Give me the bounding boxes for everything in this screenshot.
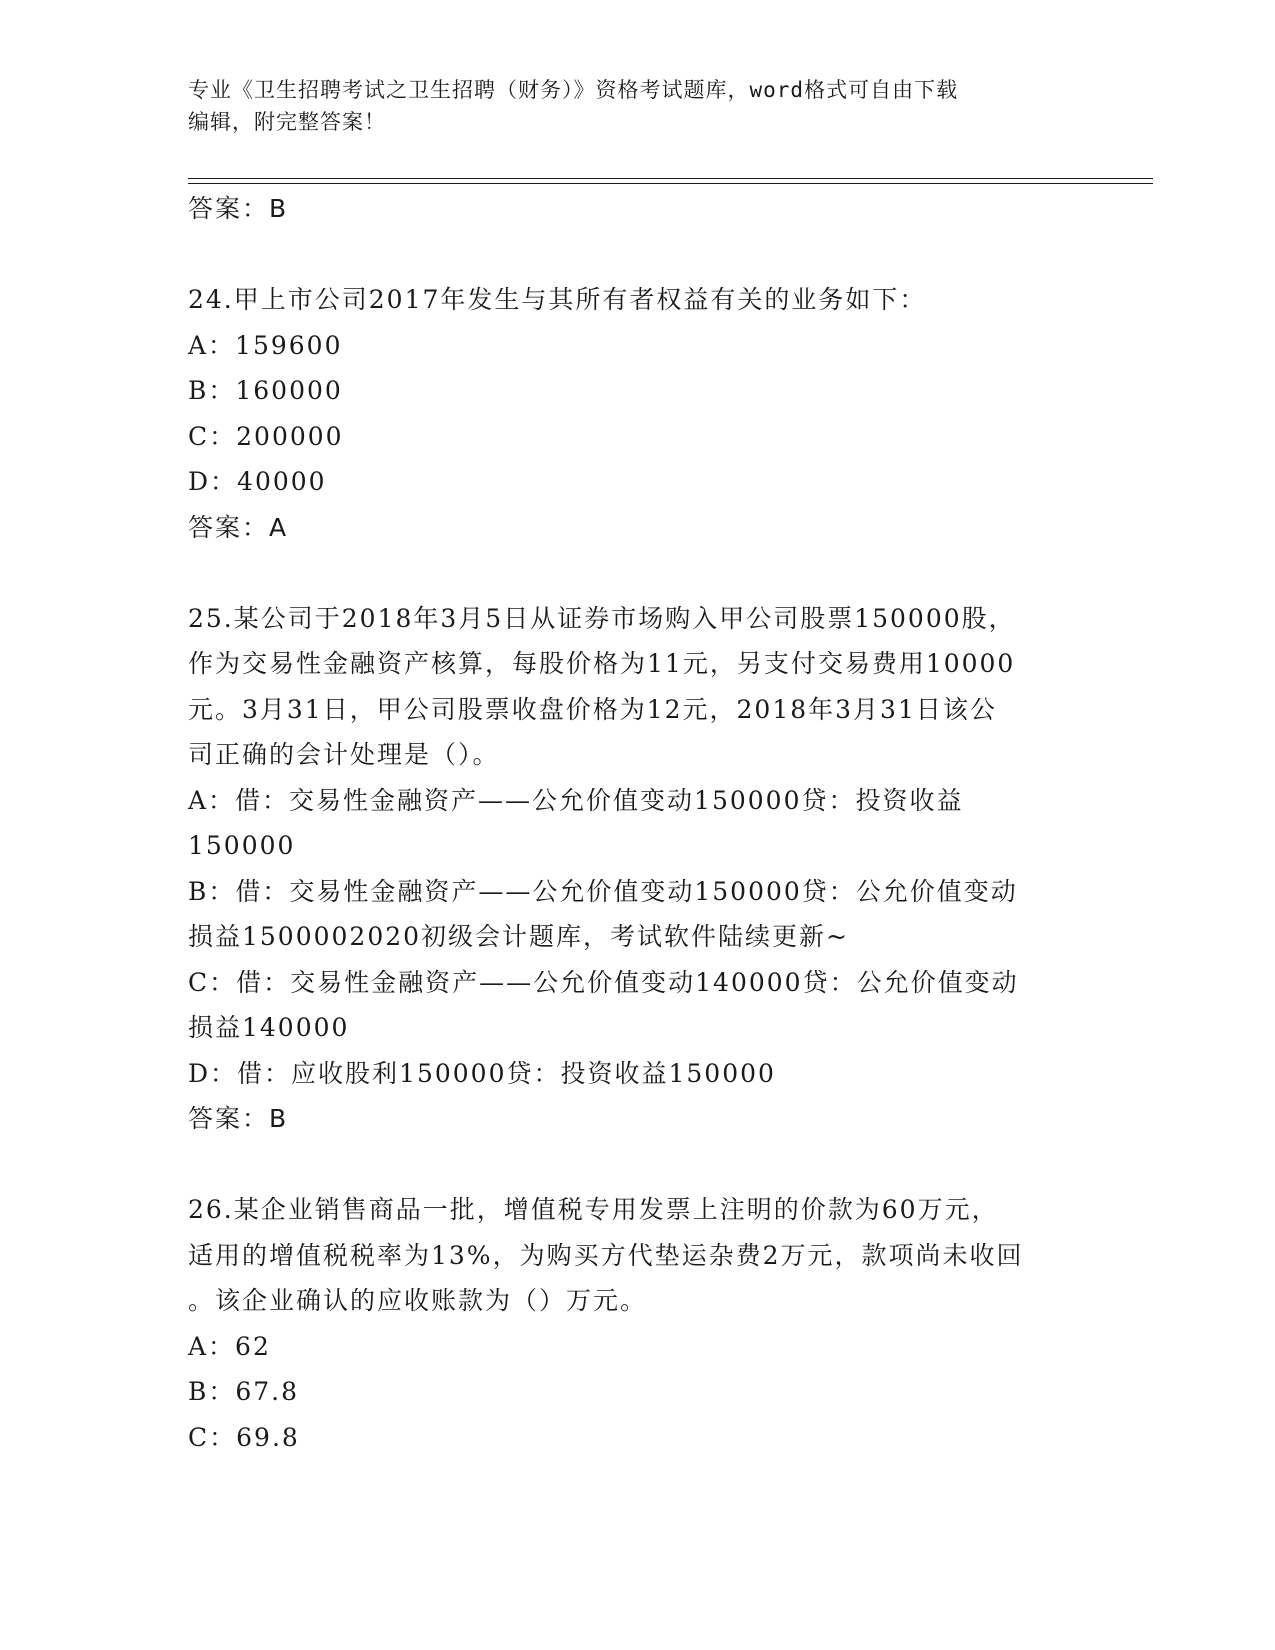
option-a: A：159600 bbox=[188, 330, 343, 360]
option-d: D：40000 bbox=[188, 467, 327, 496]
option-b: B：160000 bbox=[188, 376, 343, 405]
question-stem-line: 元。3月31日，甲公司股票收盘价格为12元，2018年3月31日该公 bbox=[188, 694, 997, 724]
option-a: A：借：交易性金融资产——公允价值变动150000贷：投资收益 bbox=[188, 785, 964, 815]
question-stem-line: 。该企业确认的应收账款为（）万元。 bbox=[188, 1286, 648, 1315]
header-divider bbox=[188, 178, 1153, 179]
question-24 bbox=[188, 277, 1088, 550]
question-stem-line: 司正确的会计处理是（）。 bbox=[188, 740, 500, 769]
question-stem-line: 作为交易性金融资产核算，每股价格为11元，另支付交易费用10000 bbox=[188, 649, 1016, 678]
question-25 bbox=[188, 596, 1088, 1142]
document-body bbox=[188, 186, 1088, 1460]
spacer bbox=[188, 232, 1088, 278]
page-header bbox=[188, 74, 1088, 138]
question-stem-line: 26.某企业销售商品一批，增值税专用发票上注明的价款为60万元， bbox=[188, 1195, 999, 1224]
answer-line: 答案：A bbox=[188, 512, 289, 542]
option-c: C：借：交易性金融资产——公允价值变动140000贷：公允价值变动 bbox=[188, 967, 1019, 997]
option-c: C：69.8 bbox=[188, 1422, 300, 1452]
question-26 bbox=[188, 1187, 1088, 1460]
option-b: B：67.8 bbox=[188, 1377, 300, 1406]
question-stem-line: 适用的增值税税率为13%，为购买方代垫运杂费2万元，款项尚未收回 bbox=[188, 1240, 1024, 1270]
header-divider bbox=[188, 183, 1153, 184]
answer-line: 答案：B bbox=[188, 1104, 289, 1133]
option-a: A：62 bbox=[188, 1331, 271, 1361]
option-b: B：借：交易性金融资产——公允价值变动150000贷：公允价值变动 bbox=[188, 876, 1018, 906]
question-stem: 24.甲上市公司2017年发生与其所有者权益有关的业务如下： bbox=[188, 285, 927, 314]
header-line: 编辑，附完整答案！ bbox=[188, 110, 386, 134]
option-a-continued: 150000 bbox=[188, 831, 296, 860]
spacer bbox=[188, 550, 1088, 596]
option-b-continued: 损益1500002020初级会计题库，考试软件陆续更新~ bbox=[188, 922, 850, 951]
option-d: D：借：应收股利150000贷：投资收益150000 bbox=[188, 1058, 776, 1088]
question-stem-line: 25.某公司于2018年3月5日从证券市场购入甲公司股票150000股， bbox=[188, 603, 1016, 633]
spacer bbox=[188, 1142, 1088, 1188]
option-c: C：200000 bbox=[188, 421, 344, 451]
header-line: 专业《卫生招聘考试之卫生招聘（财务）》资格考试题库，word格式可自由下载 bbox=[188, 78, 959, 102]
option-c-continued: 损益140000 bbox=[188, 1013, 350, 1042]
answer-line: 答案：B bbox=[188, 194, 289, 223]
